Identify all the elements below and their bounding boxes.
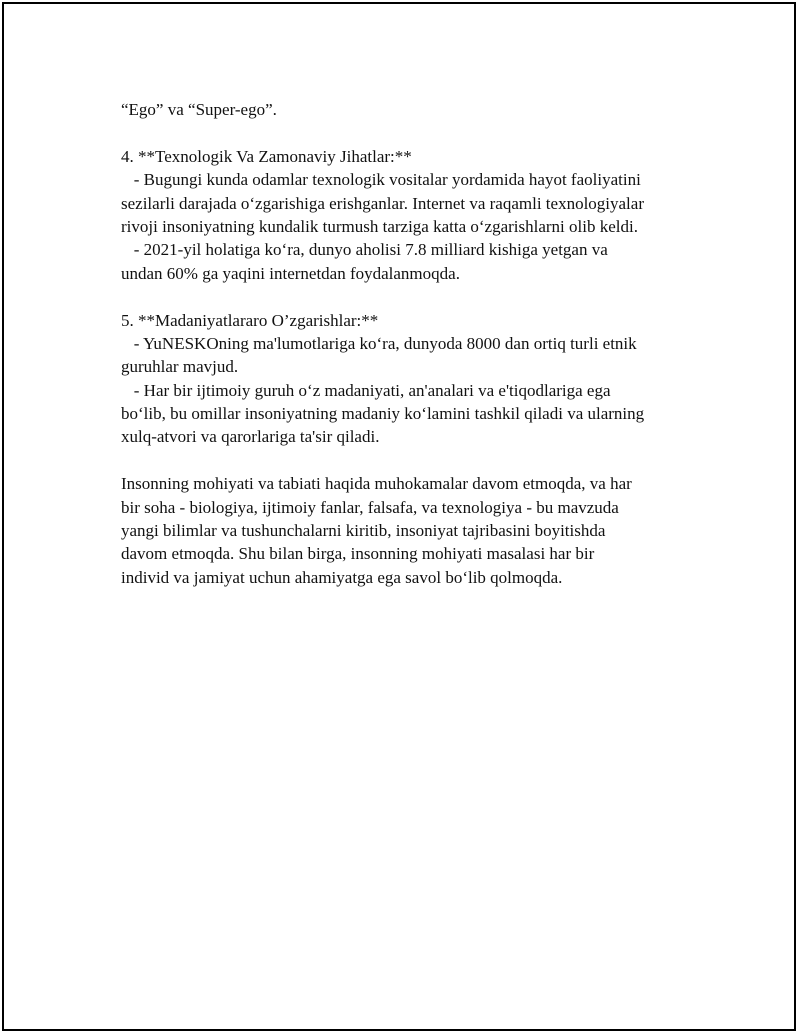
conclusion-line: davom etmoqda. Shu bilan birga, insonning mohiyati masalasi har bir — [121, 544, 595, 564]
conclusion-line: individ va jamiyat uchun ahamiyatga ega savol bo‘lib qolmoqda. — [121, 567, 563, 587]
section-4-line: undan 60% ga yaqini internetdan foydalanmoqda. — [121, 263, 460, 283]
section-4-line: sezilarli darajada o‘zgarishiga erishganlar. Internet va raqamli texnologiyalar — [121, 193, 644, 213]
page-frame — [2, 2, 796, 1031]
section-4-line: rivoji insoniyatning kundalik turmush tarziga katta o‘zgarishlarni olib keldi. — [121, 216, 638, 236]
continuation-line: “Ego” va “Super-ego”. — [121, 100, 277, 119]
paragraph-spacer — [121, 449, 701, 472]
section-5-line: xulq-atvori va qarorlariga ta'sir qiladi. — [121, 427, 380, 447]
paragraph-spacer — [121, 285, 701, 308]
conclusion-line: yangi bilimlar va tushunchalarni kiritib, insoniyat tajribasini boyitishda — [121, 521, 606, 541]
section-5-heading: 5. **Madaniyatlararo O’zgarishlar:** — [121, 310, 379, 330]
conclusion-line: bir soha - biologiya, ijtimoiy fanlar, falsafa, va texnologiya - bu mavzuda — [121, 497, 619, 517]
conclusion-line: Insonning mohiyati va tabiati haqida muhokamalar davom etmoqda, va har — [121, 474, 632, 494]
section-5-line: bo‘lib, bu omillar insoniyatning madaniy ko‘lamini tashkil qiladi va ularning — [121, 404, 645, 424]
section-4-line: - 2021-yil holatiga ko‘ra, dunyo aholisi 7.8 milliard kishiga yetgan va — [121, 240, 608, 260]
section-5-line: - Har bir ijtimoiy guruh o‘z madaniyati, an'analari va e'tiqodlariga ega — [121, 380, 611, 400]
document-body — [121, 98, 701, 589]
section-4-heading: 4. **Texnologik Va Zamonaviy Jihatlar:** — [121, 146, 412, 166]
section-4-line: - Bugungi kunda odamlar texnologik vositalar yordamida hayot faoliyatini — [121, 170, 641, 190]
paragraph-spacer — [121, 121, 701, 144]
section-5-line: guruhlar mavjud. — [121, 357, 239, 377]
section-5-line: - YuNESKOning ma'lumotlariga ko‘ra, dunyoda 8000 dan ortiq turli etnik — [121, 333, 637, 353]
